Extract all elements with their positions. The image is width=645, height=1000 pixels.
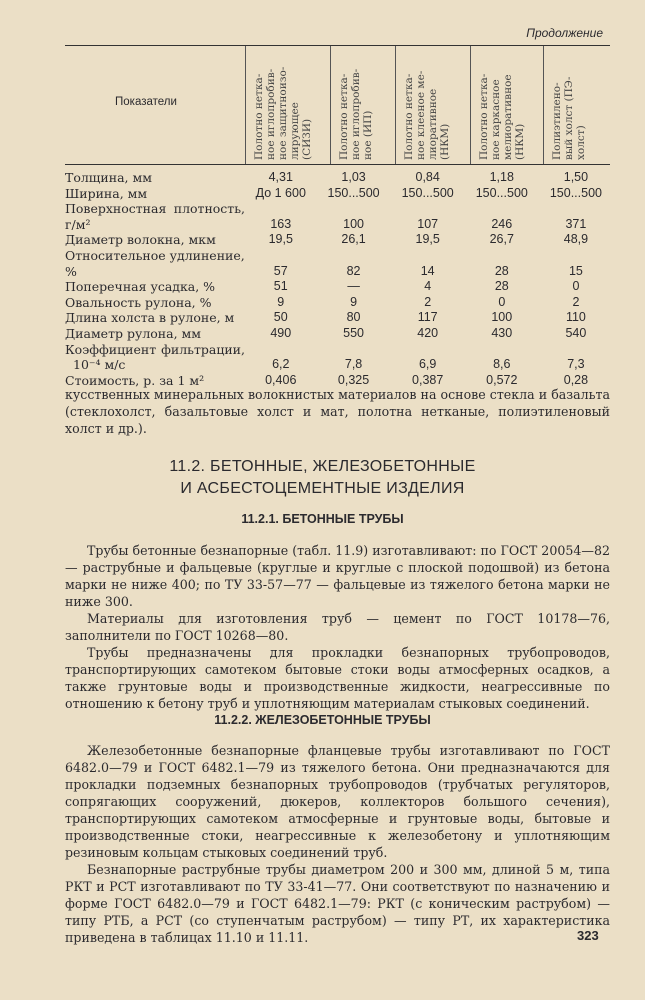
cell-value: 6,9: [418, 357, 437, 372]
cell-value: 150...500: [549, 185, 602, 200]
cell-value: 107: [417, 216, 439, 231]
row-label: [65, 279, 245, 295]
subsection-title: 11.2.1. БЕТОННЫЕ ТРУБЫ: [241, 512, 404, 526]
row-label-line: Коэффициент фильтрации,: [65, 341, 245, 357]
section-title-line: 11.2. БЕТОННЫЕ, ЖЕЛЕЗОБЕТОННЫЕ: [169, 458, 476, 475]
cell-value: 51: [273, 279, 288, 294]
cell-value: 4,31: [268, 170, 293, 184]
cell-value: 0,572: [486, 372, 518, 387]
column-divider: [543, 46, 544, 164]
row-label-line: Поверхностная плотность,: [65, 201, 245, 217]
column-header: [403, 50, 451, 160]
subsection-1-text: [65, 542, 610, 712]
table-row: [65, 248, 613, 279]
row-label-line: Диаметр волокна, мкм: [65, 232, 216, 248]
cell-value: 8,6: [493, 357, 511, 372]
column-header-line: Полиэтилено-: [551, 82, 563, 160]
column-header-line: ное клееное ме-: [415, 70, 427, 160]
cell-value: 26,1: [341, 232, 366, 247]
column-header-line: лирующее: [289, 102, 301, 160]
cell-value: 246: [491, 216, 513, 231]
cell-value: 110: [565, 310, 586, 325]
page-number: 323: [577, 928, 599, 943]
cell-value: 420: [417, 325, 439, 340]
table-header-rule: [65, 164, 610, 165]
cell-value: 2: [572, 294, 580, 309]
table-row: [65, 295, 613, 311]
cell-value: 100: [343, 216, 364, 231]
column-header-line: Полотно нетка-: [478, 73, 490, 160]
column-header-line: лиоративное: [427, 88, 439, 160]
column-header-line: ное (ИП): [362, 110, 374, 160]
cell-value: 0: [572, 279, 580, 294]
cell-value: До 1 600: [255, 185, 306, 200]
cell-value: 150...500: [327, 185, 380, 200]
row-label-line: Стоимость, р. за 1 м²: [65, 372, 205, 388]
paragraph: Материалы для изготовления труб — цемент по ГОСТ 10178—76, заполнители по ГОСТ 10268—80.: [65, 611, 610, 643]
column-header-line: Полотно нетка-: [338, 73, 350, 160]
cell-value: 100: [491, 310, 513, 325]
column-header: [338, 50, 374, 160]
cell-value: 50: [273, 310, 288, 325]
row-label-line: Поперечная усадка, %: [65, 279, 216, 295]
paragraph: Железобетонные безнапорные фланцевые трубы изготавливают по ГОСТ 6482.0—79 и ГОСТ 6482.1—79 из тяжелого бетона. Они предназначаются для прокладки подземных безнапорных трубопроводов (трубчатых регуляторов, сопрягающих сооружений, дюкеров, коллекторов большого сечения), транспортирующих самотеком атмосферные и грунтовые воды, бытовые и производственные стоки, неагрессивные к железобетону и уплотняющим резиновым кольцам стыковых соединений труб.: [65, 743, 610, 860]
header-label: Показатели: [115, 96, 177, 108]
cell-value: 14: [420, 263, 435, 278]
row-label: [65, 232, 245, 248]
column-header-line: мелиоративное: [502, 74, 514, 160]
column-header: [551, 50, 587, 160]
cell-value: 1,03: [341, 170, 366, 184]
column-header-line: (СИЗИ): [301, 118, 313, 160]
column-header-line: ное каркасное: [490, 79, 502, 160]
column-header-line: холст): [575, 125, 587, 160]
row-label-line: Диаметр рулона, мм: [65, 325, 201, 341]
cell-value: 80: [346, 310, 361, 325]
subsection-2-text: [65, 742, 610, 946]
cell-value: —: [347, 279, 360, 294]
cell-value: 57: [273, 263, 288, 278]
row-label-line: г/м²: [65, 216, 91, 232]
cell-value: 150...500: [475, 185, 528, 200]
cell-value: 0: [498, 294, 506, 309]
cell-value: 0,387: [412, 372, 444, 387]
cell-value: 7,3: [567, 357, 585, 372]
table-row: [65, 326, 613, 342]
row-label: [65, 295, 245, 311]
column-header-line: вый холст (ПЭ-: [563, 76, 575, 160]
row-label: [65, 326, 245, 342]
table-row: [65, 170, 613, 186]
column-header-line: (НКМ): [514, 123, 526, 160]
cell-value: 550: [343, 325, 364, 340]
cell-value: 28: [494, 279, 509, 294]
properties-table: [65, 170, 613, 388]
cell-value: 9: [350, 294, 358, 309]
column-header-line: ное защитноизо-: [277, 66, 289, 160]
section-title: [0, 456, 645, 500]
paragraph: Безнапорные раструбные трубы диаметром 200 и 300 мм, длиной 5 м, типа РКТ и РСТ изготавливают по ТУ 33-41—77. Они соответствуют по назначению и форме ГОСТ 6482.0—79 и ГОСТ 6482.1—79: РКТ (с коническим раструбом) — типу РТБ, а РСТ (со ступенчатым раструбом) — типу РТ, их характеристика приведена в таблицах 11.10 и 11.11.: [65, 862, 610, 945]
column-header: [253, 50, 313, 160]
column-divider: [470, 46, 471, 164]
row-label-line: Относительное удлинение, %: [65, 247, 245, 279]
row-label-line: 10⁻⁴ м/с: [73, 357, 126, 373]
cell-value: 15: [568, 263, 583, 278]
cell-value: 26,7: [489, 232, 514, 247]
cell-value: 0,406: [265, 372, 297, 387]
table-row: [65, 279, 613, 295]
table-row: [65, 342, 613, 373]
column-divider: [395, 46, 396, 164]
cell-value: 1,18: [489, 170, 514, 184]
intro-paragraph: [65, 386, 610, 437]
cell-value: 430: [491, 325, 513, 340]
subsection-title: 11.2.2. ЖЕЛЕЗОБЕТОННЫЕ ТРУБЫ: [214, 713, 431, 727]
row-label-line: Ширина, мм: [65, 185, 148, 201]
section-title-line: И АСБЕСТОЦЕМЕНТНЫЕ ИЗДЕЛИЯ: [180, 480, 465, 497]
cell-value: 150...500: [401, 185, 454, 200]
paragraph: Трубы бетонные безнапорные (табл. 11.9) изготавливают: по ГОСТ 20054—82 — раструбные и фальцевые (круглые и круглые с плоской подошвой) из бетона марки не ниже 400; по ТУ 33-57—77 — фальцевые из тяжелого бетона марки не ниже 300.: [65, 543, 610, 609]
column-divider: [245, 46, 246, 164]
row-label: [65, 342, 245, 373]
paragraph: Трубы предназначены для прокладки безнапорных трубопроводов, транспортирующих самотеком бытовые стоки воды атмосферных осадков, а также грунтовые воды и производственные жидкости, неагрессивные по отношению к бетону труб и уплотняющим материалам стыковых соединений.: [65, 645, 610, 711]
row-label-line: Овальность рулона, %: [65, 294, 212, 310]
cell-value: 19,5: [268, 232, 293, 247]
table-row: [65, 232, 613, 248]
column-header: [478, 50, 526, 160]
table-top-rule: [65, 45, 610, 46]
row-label-line: Длина холста в рулоне, м: [65, 310, 235, 326]
cell-value: 540: [565, 325, 587, 340]
column-header-line: ное иглопробив-: [350, 68, 362, 160]
cell-value: 0,84: [415, 170, 440, 184]
continuation-label: Продолжение: [526, 26, 603, 40]
cell-value: 1,50: [563, 170, 589, 184]
column-header-line: Полотно нетка-: [253, 73, 265, 160]
table-row: [65, 186, 613, 202]
table-row: [65, 310, 613, 326]
cell-value: 6,2: [272, 357, 290, 372]
table-row: [65, 201, 613, 232]
row-label: [65, 201, 245, 232]
row-label: [65, 170, 245, 186]
cell-value: 490: [270, 325, 292, 340]
cell-value: 28: [494, 263, 509, 278]
cell-value: 163: [270, 216, 292, 231]
cell-value: 82: [346, 263, 361, 278]
cell-value: 4: [424, 279, 432, 294]
column-divider: [330, 46, 331, 164]
cell-value: 0,325: [337, 372, 370, 387]
row-label: [65, 310, 245, 326]
row-label: [65, 248, 245, 279]
column-header-line: (НКМ): [439, 123, 451, 160]
paragraph: кусственных минеральных волокнистых материалов на основе стекла и базальта (стеклохолст, базальтовые холст и мат, полотна нетканые, полиэтиленовый холст и др.).: [65, 387, 610, 436]
cell-value: 117: [417, 310, 438, 325]
cell-value: 19,5: [415, 232, 440, 247]
cell-value: 0,28: [563, 372, 589, 387]
row-label: [65, 186, 245, 202]
column-header-line: ное иглопробив-: [265, 68, 277, 160]
cell-value: 2: [424, 294, 432, 309]
cell-value: 371: [565, 216, 587, 231]
column-header-line: Полотно нетка-: [403, 73, 415, 160]
cell-value: 7,8: [344, 357, 363, 372]
cell-value: 48,9: [563, 232, 589, 247]
cell-value: 9: [277, 294, 285, 309]
row-label-line: Толщина, мм: [65, 170, 152, 185]
